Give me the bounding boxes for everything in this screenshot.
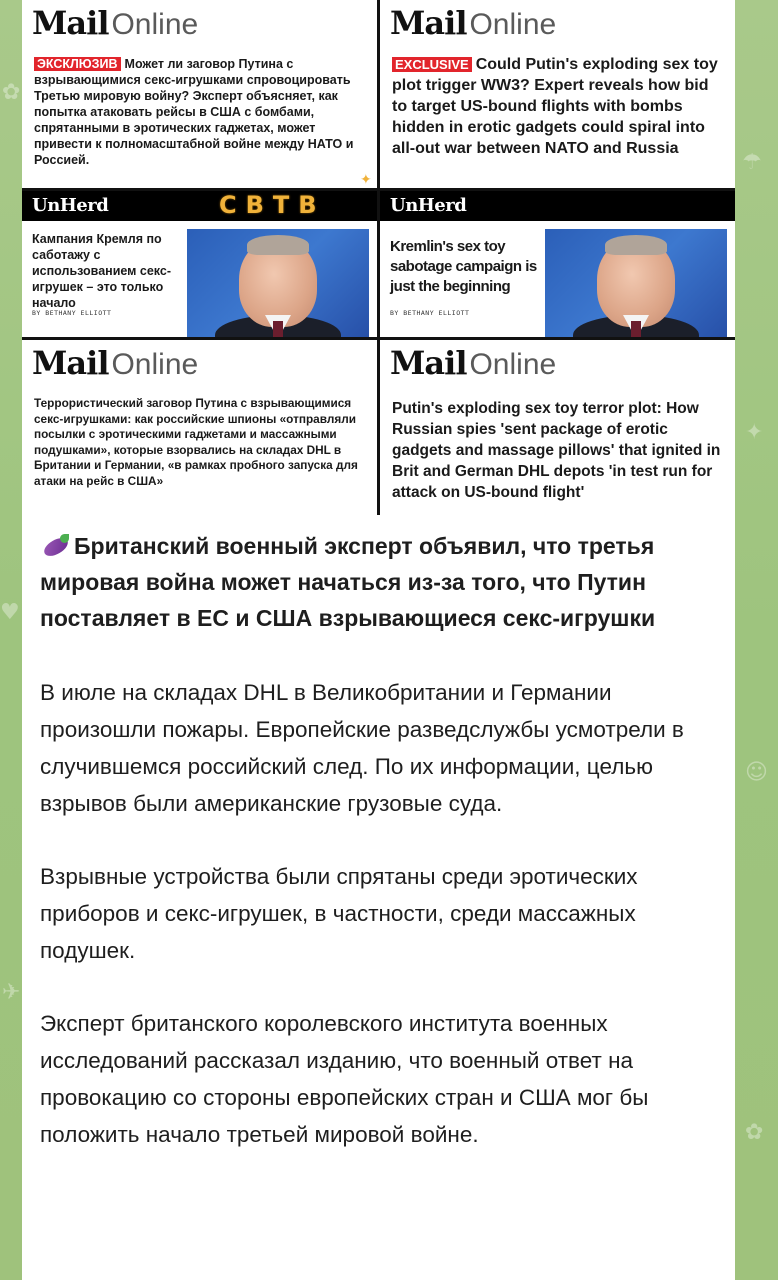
collage-cell-bottom-left <box>22 340 377 515</box>
background-pattern: ✈ <box>2 980 21 1005</box>
mail-online-logo: Mail Online <box>390 344 557 382</box>
eggplant-icon <box>40 534 68 558</box>
background-pattern: ☂ <box>742 150 762 175</box>
mail-online-logo: Mail Online <box>32 4 199 42</box>
unherd-headline-en: Kremlin's sex toy sabotage campaign is just the beginning <box>390 238 537 295</box>
collage-cell-mid-right <box>380 191 735 337</box>
message-headline: Британский военный эксперт объявил, что третья мировая война может начаться из-за того, что Путин поставляет в ЕС и США взрывающиеся секс-игрушки <box>40 533 656 631</box>
collage-cell-top-left <box>22 0 377 188</box>
news-collage-image[interactable] <box>22 0 735 515</box>
message-paragraph: Взрывные устройства были спрятаны среди эротических приборов и секс-игрушек, в частности, среди массажных подушек. <box>40 864 638 963</box>
message-bubble <box>22 0 735 1280</box>
sparkle-icon: ✦ <box>360 172 372 188</box>
mail-online-logo: Mail Online <box>390 4 557 42</box>
byline: BY BETHANY ELLIOTT <box>390 309 470 317</box>
collage-divider <box>377 0 380 515</box>
putin-photo <box>187 229 369 337</box>
sbtb-logo: СВТВ <box>219 191 326 219</box>
unherd-header <box>380 191 735 221</box>
message-text <box>40 528 720 1153</box>
unherd-logo: UnHerd <box>390 195 467 216</box>
background-pattern: ☺ <box>745 760 768 785</box>
message-paragraph: Эксперт британского королевского института военных исследований рассказал изданию, что военный ответ на провокацию со стороны европейских стран и США мог бы положить начало третьей мировой войне. <box>40 1011 649 1147</box>
headline-en-bottom: Putin's exploding sex toy terror plot: How Russian spies 'sent package of erotic gadgets and massage pillows' that ignited in Brit and German DHL depots 'in test run for attack on US-bound flight' <box>392 400 721 501</box>
exclusive-badge: EXCLUSIVE <box>392 57 472 72</box>
mail-online-logo: Mail Online <box>32 344 199 382</box>
message-paragraph: В июле на складах DHL в Великобритании и Германии произошли пожары. Европейские разведслужбы усмотрели в случившемся российский след. По их информации, целью взрывов были американские грузовые суда. <box>40 680 684 816</box>
collage-cell-bottom-right <box>380 340 735 515</box>
headline-en-top: EXCLUSIVE Could Putin's exploding sex toy plot trigger WW3? Expert reveals how bid to target US-bound flights with bombs hidden in erotic gadgets could spiral into all-out war between NATO and Russia <box>392 56 718 157</box>
background-pattern: ✦ <box>745 420 764 445</box>
exclusive-badge: ЭКСКЛЮЗИВ <box>34 57 121 71</box>
unherd-logo: UnHerd <box>32 195 109 216</box>
byline: BY BETHANY ELLIOTT <box>32 309 112 317</box>
headline-ru-top: ЭКСКЛЮЗИВ Может ли заговор Путина с взрывающимися секс-игрушками спровоцировать Третью мировую войну? Эксперт объясняет, как попытка атаковать рейсы в США с бомбами, спрятанными в эротических гаджетах, может привести к полномасштабной войне между НАТО и Россией. <box>34 57 354 167</box>
collage-cell-top-right <box>380 0 735 188</box>
background-pattern: ✿ <box>2 80 21 105</box>
putin-photo <box>545 229 727 337</box>
background-pattern: ✿ <box>745 1120 764 1145</box>
unherd-headline-ru: Кампания Кремля по саботажу с использованием секс-игрушек – это только начало <box>32 232 171 310</box>
headline-ru-bottom: Террористический заговор Путина с взрывающимися секс-игрушками: как российские шпионы «отправляли посылки с эротическими гаджетами и массажными подушками», которые взорвались на складах DHL в Британии и Германии, «в рамках пробного запуска для атаки на рейс в США» <box>34 396 358 488</box>
background-pattern: ♥ <box>0 600 20 625</box>
